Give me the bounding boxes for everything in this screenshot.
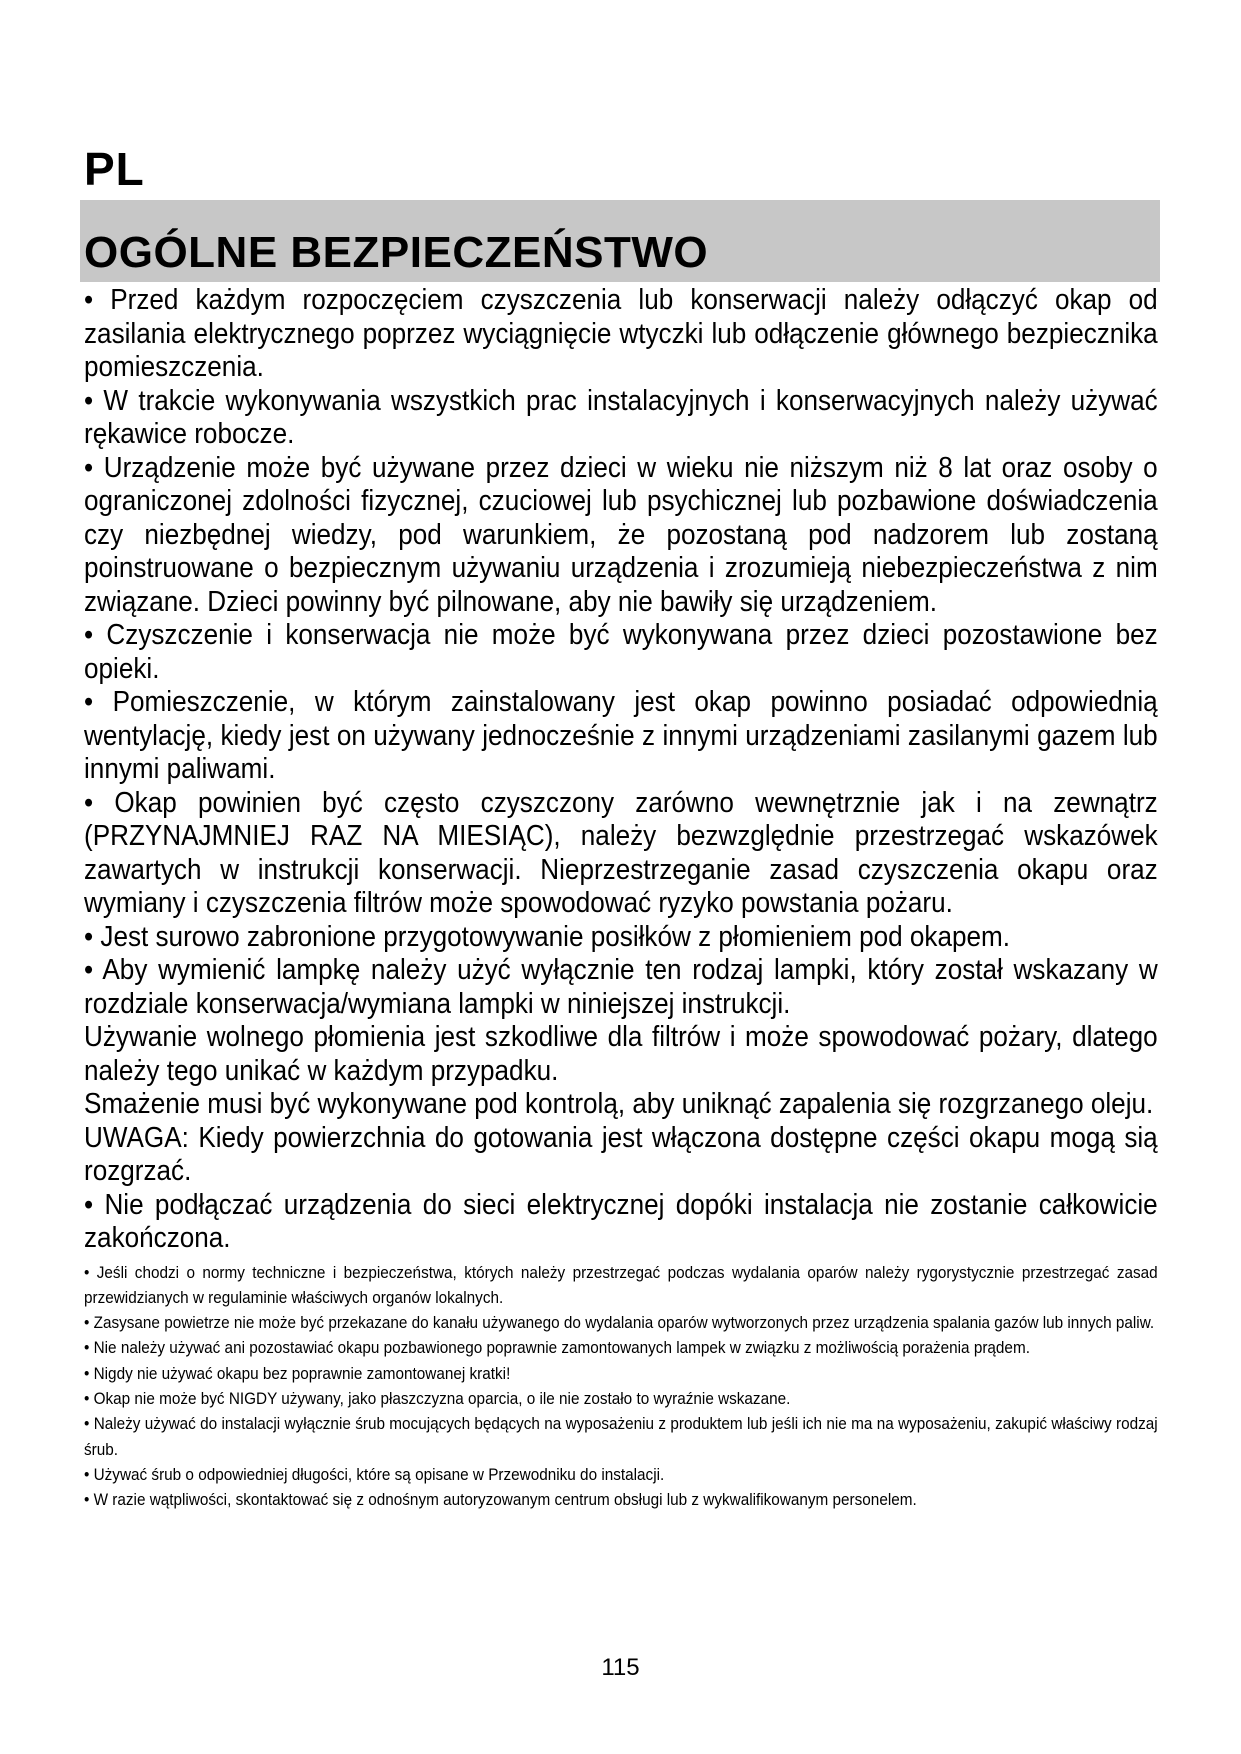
paragraph: • Aby wymienić lampkę należy użyć wyłącznie ten rodzaj lampki, który został wskazany w rozdziale konserwacja/wymiana lampki w niniejszej instrukcji. [84,954,1158,1020]
note-item: • Nigdy nie używać okapu bez poprawnie zamontowanej kratki! [84,1363,511,1383]
note-item: • Okap nie może być NIGDY używany, jako płaszczyzna oparcia, o ile nie zostało to wyraźnie wskazane. [84,1388,791,1408]
note-item: • Używać śrub o odpowiedniej długości, które są opisane w Przewodniku do instalacji. [84,1464,665,1484]
paragraph: • Nie podłączać urządzenia do sieci elektrycznej dopóki instalacja nie zostanie całkowicie zakończona. [84,1188,1158,1254]
notes-list [84,1260,1158,1513]
language-code: PL [84,143,145,195]
paragraph: Używanie wolnego płomienia jest szkodliwe dla filtrów i może spowodować pożary, dlatego należy tego unikać w każdym przypadku. [84,1021,1158,1087]
paragraph: • Przed każdym rozpoczęciem czyszczenia lub konserwacji należy odłączyć okap od zasilania elektrycznego poprzez wyciągnięcie wtyczki lub odłączenie głównego bezpiecznika pomieszczenia. [84,284,1158,383]
note-item: • W razie wątpliwości, skontaktować się z odnośnym autoryzowanym centrum obsługi lub z wykwalifikowanym personelem. [84,1490,917,1510]
paragraph: UWAGA: Kiedy powierzchnia do gotowania jest włączona dostępne części okapu mogą sią rozgrzać. [84,1121,1158,1187]
page-title: OGÓLNE BEZPIECZEŃSTWO [84,228,709,277]
paragraph: • W trakcie wykonywania wszystkich prac instalacyjnych i konserwacyjnych należy używać rękawice robocze. [84,384,1158,450]
paragraph: Smażenie musi być wykonywane pod kontrolą, aby uniknąć zapalenia się rozgrzanego oleju. [84,1088,1154,1120]
note-item: • Jeśli chodzi o normy techniczne i bezpieczeństwa, których należy przestrzegać podczas wydalania oparów należy rygorystycznie przestrzegać zasad przewidzianych w regulaminie właściwych organów lokalnych. [84,1262,1158,1307]
safety-content [84,284,1158,1512]
paragraph: • Okap powinien być często czyszczony zarówno wewnętrznie jak i na zewnątrz (PRZYNAJMNIEJ RAZ NA MIESIĄC), należy bezwzględnie przestrzegać wskazówek zawartych w instrukcji konserwacji. Nieprzestrzeganie zasad czyszczenia okapu oraz wymiany i czyszczenia filtrów może spowodować ryzyko powstania pożaru. [84,786,1158,919]
paragraph: • Czyszczenie i konserwacja nie może być wykonywana przez dzieci pozostawione bez opieki. [84,619,1158,685]
paragraph: • Urządzenie może być używane przez dzieci w wieku nie niższym niż 8 lat oraz osoby o ograniczonej zdolności fizycznej, czuciowej lub psychicznej lub pozbawione doświadczenia czy niezbędnej wiedzy, pod warunkiem, że pozostaną pod nadzorem lub zostaną poinstruowane o bezpiecznym używaniu urządzenia i zrozumieją niebezpieczeństwa z nim związane. Dzieci powinny być pilnowane, aby nie bawiły się urządzeniem. [84,451,1158,618]
paragraph: • Pomieszczenie, w którym zainstalowany jest okap powinno posiadać odpowiednią wentylację, kiedy jest on używany jednocześnie z innymi urządzeniami zasilanymi gazem lub innymi paliwami. [84,686,1158,785]
note-item: • Zasysane powietrze nie może być przekazane do kanału używanego do wydalania oparów wytworzonych przez urządzenia spalania gazów lub innych paliw. [84,1313,1155,1333]
note-item: • Należy używać do instalacji wyłącznie śrub mocujących będących na wyposażeniu z produktem lub jeśli ich nie ma na wyposażeniu, zakupić właściwy rodzaj śrub. [84,1414,1158,1459]
note-item: • Nie należy używać ani pozostawiać okapu pozbawionego poprawnie zamontowanych lampek w związku z możliwością porażenia prądem. [84,1338,1030,1358]
page-number: 115 [601,1654,640,1681]
paragraph: • Jest surowo zabronione przygotowywanie posiłków z płomieniem pod okapem. [84,920,1011,953]
